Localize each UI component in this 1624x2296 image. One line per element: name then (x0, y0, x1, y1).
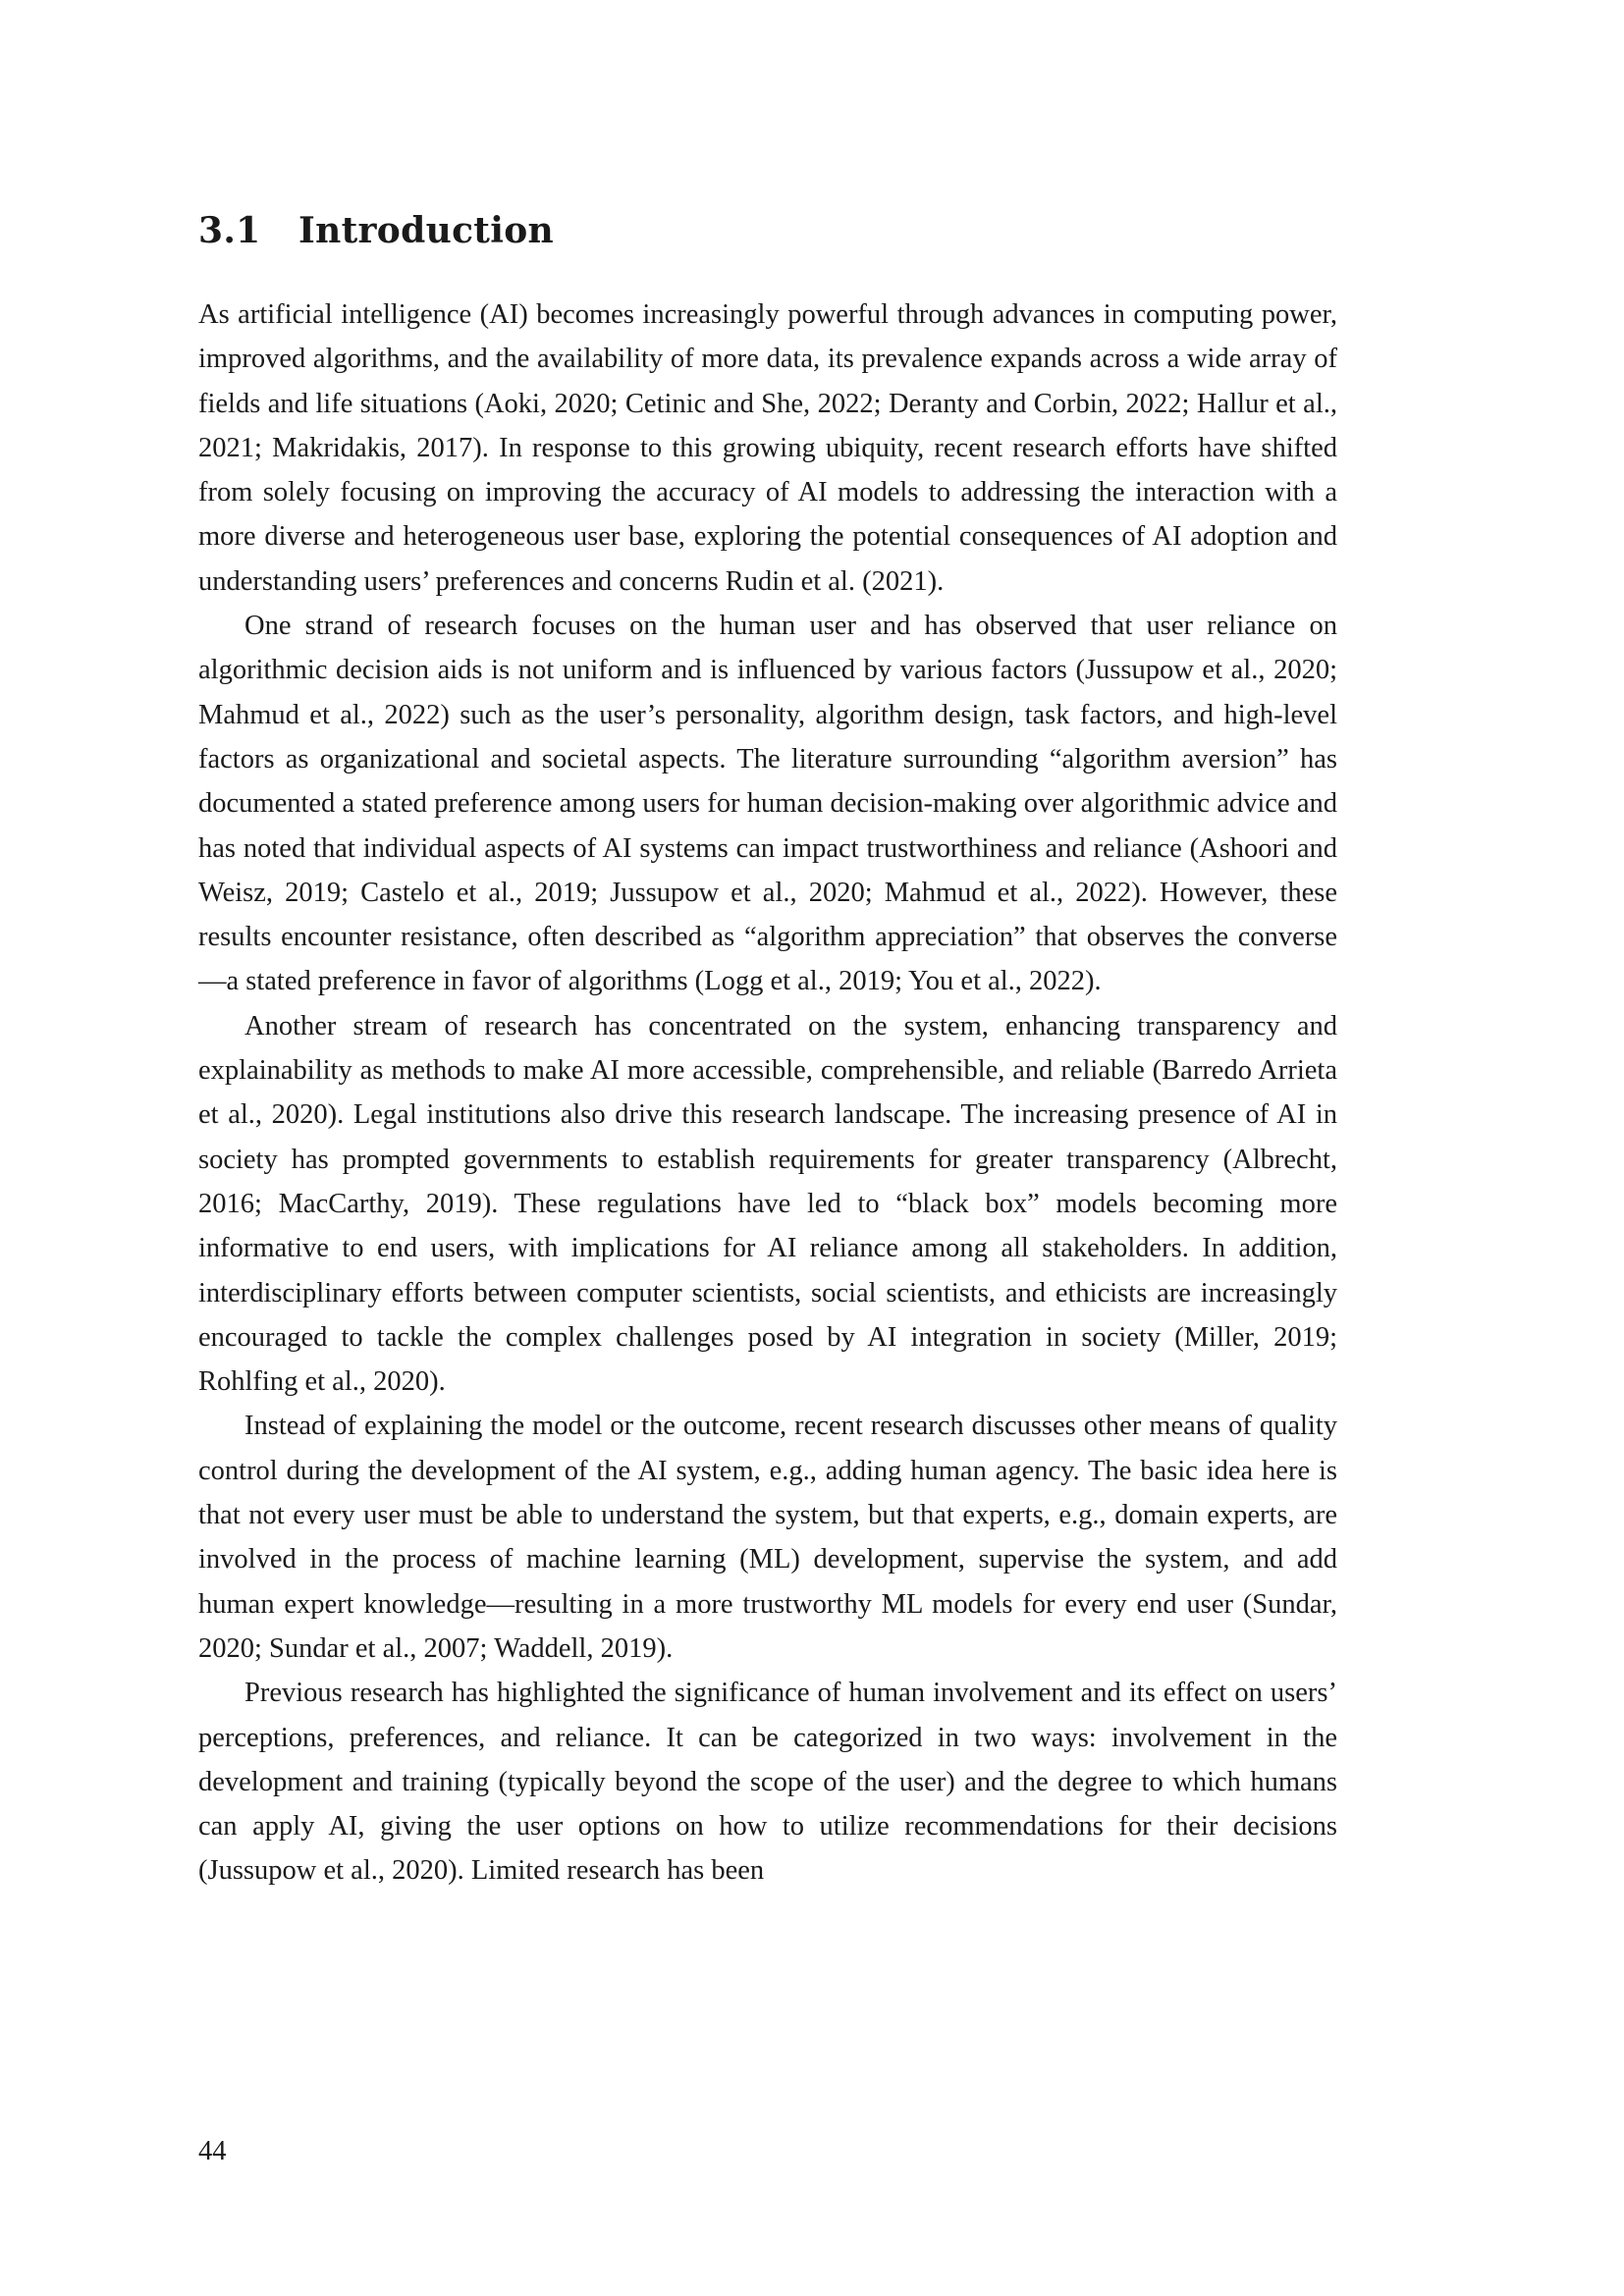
section-heading (198, 206, 1337, 255)
paragraph-4: Instead of explaining the model or the outcome, recent research discusses other means of quality control during the development of the AI system, e.g., adding human agency. The basic idea here is that not every user must be able to understand the system, but that experts, e.g., domain experts, are involved in the process of machine learning (ML) development, supervise the system, and add human expert knowledge—resulting in a more trustworthy ML models for every end user (Sundar, 2020; Sundar et al., 2007; Waddell, 2019). (198, 1411, 1337, 1664)
paragraph-1: As artificial intelligence (AI) becomes increasingly powerful through advances in computing power, improved algorithms, and the availability of more data, its prevalence expands across a wide array of fields and life situations (Aoki, 2020; Cetinic and She, 2022; Deranty and Corbin, 2022; Hallur et al., 2021; Makridakis, 2017). In response to this growing ubiquity, recent research efforts have shifted from solely focusing on improving the accuracy of AI models to addressing the interaction with a more diverse and heterogeneous user base, exploring the potential consequences of AI adoption and understanding users’ preferences and concerns Rudin et al. (2021). (198, 299, 1337, 597)
section-number: 3.1 (198, 210, 261, 251)
paragraph-3: Another stream of research has concentrated on the system, enhancing transparency and explainability as methods to make AI more accessible, comprehensible, and reliable (Barredo Arrieta et al., 2020). Legal institutions also drive this research landscape. The increasing presence of AI in society has prompted governments to establish requirements for greater transparency (Albrecht, 2016; MacCarthy, 2019). These regulations have led to “black box” models becoming more informative to end users, with implications for AI reliance among all stakeholders. In addition, interdisciplinary efforts between computer scientists, social scientists, and ethicists are increasingly encouraged to tackle the complex challenges posed by AI integration in society (Miller, 2019; Rohlfing et al., 2020). (198, 1010, 1337, 1398)
section-title: Introduction (298, 210, 554, 251)
paragraph-2: One strand of research focuses on the human user and has observed that user reliance on algorithmic decision aids is not uniform and is influenced by various factors (Jussupow et al., 2020; Mahmud et al., 2022) such as the user’s personality, algorithm design, task factors, and high-level factors as organizational and societal aspects. The literature surrounding “algorithm aversion” has documented a stated preference among users for human decision-making over algorithmic advice and has noted that individual aspects of AI systems can impact trustworthiness and reliance (Ashoori and Weisz, 2019; Castelo et al., 2019; Jussupow et al., 2020; Mahmud et al., 2022). However, these results encounter resistance, often described as “algorithm appreciation” that observes the converse—a stated preference in favor of algorithms (Logg et al., 2019; You et al., 2022). (198, 611, 1337, 997)
paragraph-5: Previous research has highlighted the significance of human involvement and its effect on users’ perceptions, preferences, and reliance. It can be categorized in two ways: involvement in the development and training (typically beyond the scope of the user) and the degree to which humans can apply AI, giving the user options on how to utilize recommendations for their decisions (Jussupow et al., 2020). Limited research has been (198, 1678, 1337, 1887)
page-number: 44 (198, 2136, 227, 2166)
body-text (198, 293, 1337, 1894)
